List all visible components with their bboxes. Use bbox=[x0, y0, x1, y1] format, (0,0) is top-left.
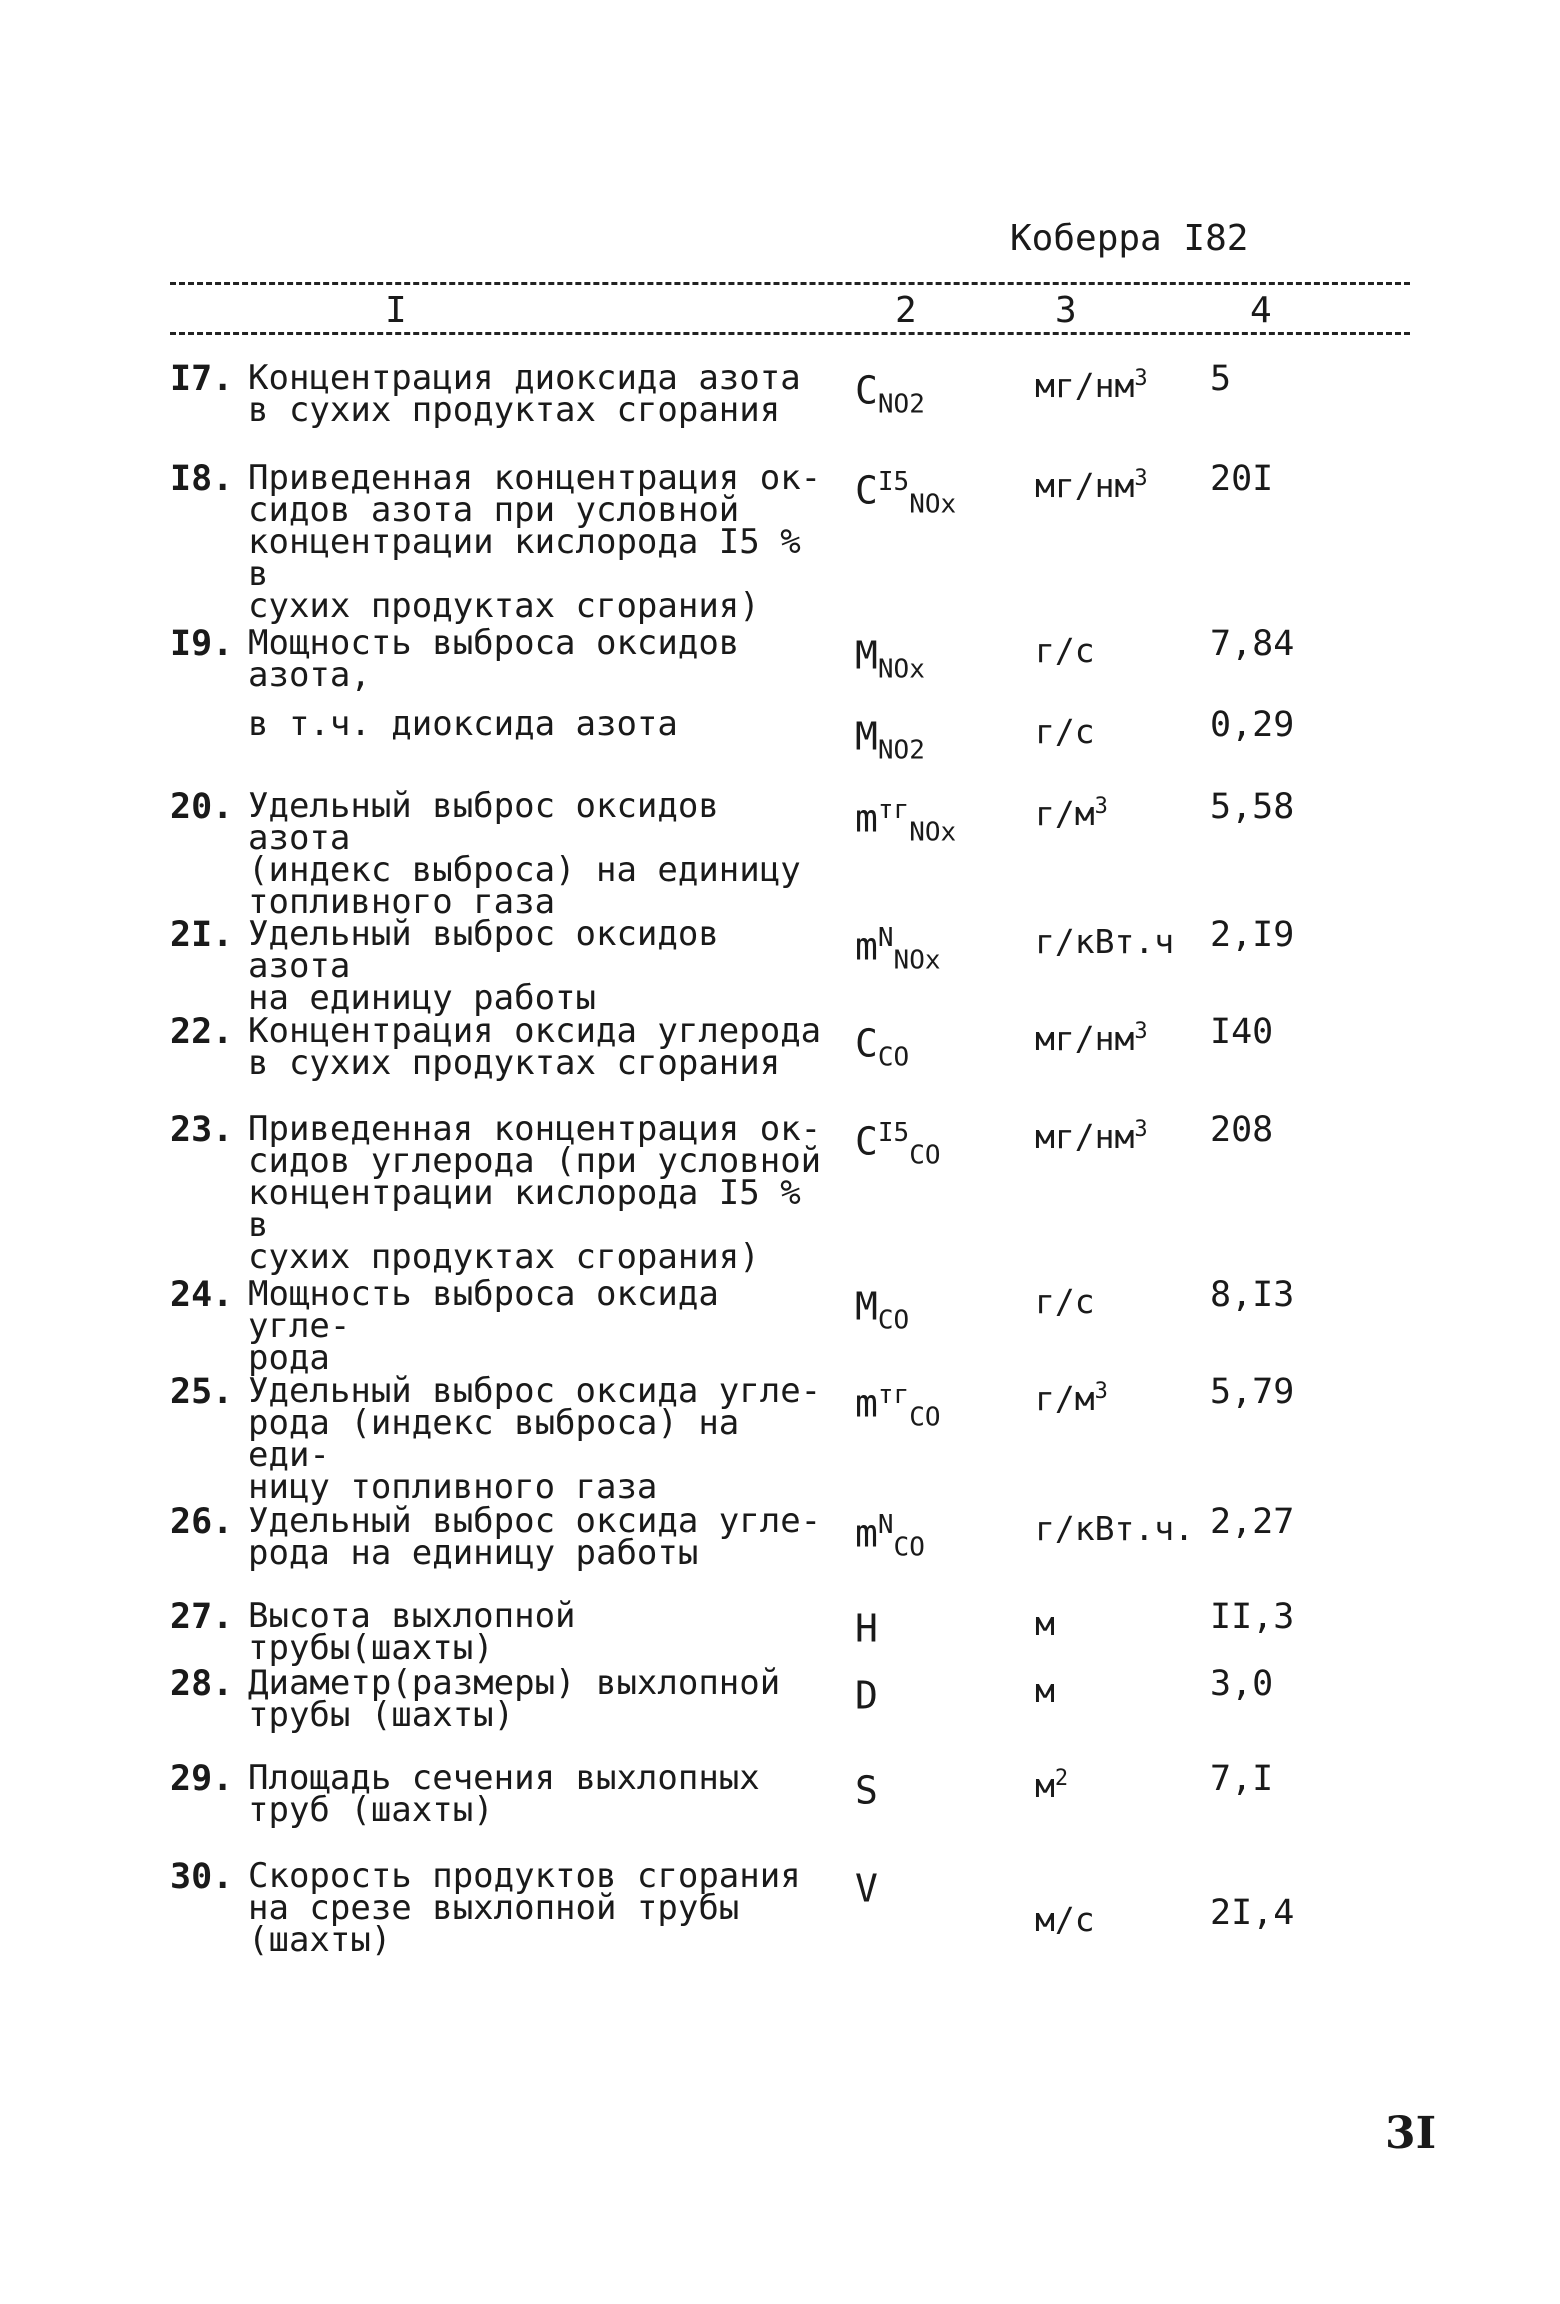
row-number: I9. bbox=[170, 624, 234, 664]
row-unit: $г/м^3$ bbox=[1035, 794, 1108, 833]
row-value: 2,27 bbox=[1210, 1502, 1295, 1542]
row-unit: г/с bbox=[1035, 631, 1095, 670]
row-description: Приведенная концентрация ок- сидов углерода (при условной концентрации кислорода I5 % в сухих продуктах сгорания) bbox=[248, 1109, 822, 1277]
row-value: 208 bbox=[1210, 1110, 1274, 1150]
row-description: Мощность выброса оксидов азота, bbox=[248, 623, 740, 695]
row-value: 2I,4 bbox=[1210, 1893, 1295, 1933]
page-number: 3I bbox=[1385, 2108, 1437, 2159]
row-number: 20. bbox=[170, 787, 234, 827]
row-description: Приведенная концентрация ок- сидов азота при условной концентрации кислорода I5 % в сухих продуктах сгорания) bbox=[248, 458, 822, 626]
row-description: Площадь сечения выхлопных труб (шахты) bbox=[248, 1758, 760, 1830]
row-value: 5 bbox=[1210, 359, 1232, 399]
row-description: Диаметр(размеры) выхлопной трубы (шахты) bbox=[248, 1663, 781, 1735]
row-symbol: $C_{NO2}$ bbox=[855, 368, 925, 420]
row-number: 2I. bbox=[170, 915, 234, 955]
column-header-4: 4 bbox=[1250, 290, 1272, 331]
row-number: 22. bbox=[170, 1012, 234, 1052]
row-value: I40 bbox=[1210, 1012, 1274, 1052]
row-value: 20I bbox=[1210, 459, 1274, 499]
row-description: Удельный выброс оксидов азота на единицу работы bbox=[248, 914, 719, 1018]
row-number: I7. bbox=[170, 359, 234, 399]
row-number: 27. bbox=[170, 1597, 234, 1637]
row-symbol: $M_{NOx}$ bbox=[855, 633, 925, 685]
column-header-1: I bbox=[385, 290, 407, 331]
row-unit: м bbox=[1035, 1604, 1055, 1643]
row-number: 29. bbox=[170, 1759, 234, 1799]
row-symbol: $M_{NO2}$ bbox=[855, 714, 925, 766]
row-description: Концентрация диоксида азота в сухих продуктах сгорания bbox=[248, 358, 801, 430]
row-unit: $мг/нм^3$ bbox=[1035, 366, 1148, 405]
row-number: 28. bbox=[170, 1664, 234, 1704]
table-continuation-title: Коберра I82 bbox=[1010, 218, 1249, 259]
row-number: 30. bbox=[170, 1857, 234, 1897]
row-symbol: $M_{CO}$ bbox=[855, 1284, 910, 1336]
table-header-rule bbox=[170, 332, 1410, 335]
table-top-rule bbox=[170, 282, 1410, 285]
row-symbol: D bbox=[855, 1673, 878, 1718]
row-symbol: $C_{CO}$ bbox=[855, 1021, 910, 1073]
row-description: Скорость продуктов сгорания на срезе выхлопной трубы (шахты) bbox=[248, 1856, 801, 1960]
row-symbol: $m^{тг}_{CO}$ bbox=[855, 1380, 941, 1433]
row-unit: м bbox=[1035, 1671, 1055, 1710]
column-header-2: 2 bbox=[895, 290, 917, 331]
row-symbol: $C^{I5}_{NOx}$ bbox=[855, 467, 957, 520]
row-value: 0,29 bbox=[1210, 705, 1295, 745]
row-value: 7,I bbox=[1210, 1759, 1274, 1799]
row-value: II,3 bbox=[1210, 1597, 1295, 1637]
row-number: I8. bbox=[170, 459, 234, 499]
column-header-3: 3 bbox=[1055, 290, 1077, 331]
row-unit: г/кВт.ч bbox=[1035, 922, 1175, 961]
row-unit: $мг/нм^3$ bbox=[1035, 466, 1148, 505]
row-unit: $г/м^3$ bbox=[1035, 1379, 1108, 1418]
row-value: 2,I9 bbox=[1210, 915, 1295, 955]
row-unit: г/с bbox=[1035, 712, 1095, 751]
row-symbol: $m^{тг}_{NOx}$ bbox=[855, 795, 957, 848]
row-description: Концентрация оксида углерода в сухих продуктах сгорания bbox=[248, 1011, 822, 1083]
row-number: 26. bbox=[170, 1502, 234, 1542]
row-symbol: $m^N_{NOx}$ bbox=[855, 923, 941, 976]
row-symbol: H bbox=[855, 1606, 878, 1651]
row-symbol: $C^{I5}_{CO}$ bbox=[855, 1118, 941, 1171]
row-description: Удельный выброс оксида угле- рода на единицу работы bbox=[248, 1501, 822, 1573]
row-number: 23. bbox=[170, 1110, 234, 1150]
row-unit: $м^2$ bbox=[1035, 1766, 1069, 1805]
row-unit: м/с bbox=[1035, 1900, 1095, 1939]
row-symbol: $m^N_{CO}$ bbox=[855, 1510, 925, 1563]
row-description: Удельный выброс оксидов азота (индекс выброса) на единицу топливного газа bbox=[248, 786, 801, 922]
row-unit: г/с bbox=[1035, 1282, 1095, 1321]
row-value: 5,79 bbox=[1210, 1372, 1295, 1412]
row-value: 7,84 bbox=[1210, 624, 1295, 664]
row-description: Высота выхлопной трубы(шахты) bbox=[248, 1596, 576, 1668]
row-value: 8,I3 bbox=[1210, 1275, 1295, 1315]
row-number: 24. bbox=[170, 1275, 234, 1315]
row-description: Мощность выброса оксида угле- рода bbox=[248, 1274, 719, 1378]
row-value: 3,0 bbox=[1210, 1664, 1274, 1704]
row-unit: г/кВт.ч. bbox=[1035, 1509, 1194, 1548]
row-symbol: S bbox=[855, 1768, 878, 1813]
row-number: 25. bbox=[170, 1372, 234, 1412]
row-description: в т.ч. диоксида азота bbox=[248, 704, 678, 744]
row-value: 5,58 bbox=[1210, 787, 1295, 827]
row-unit: $мг/нм^3$ bbox=[1035, 1117, 1148, 1156]
row-symbol: V bbox=[855, 1866, 878, 1911]
row-unit: $мг/нм^3$ bbox=[1035, 1019, 1148, 1058]
row-description: Удельный выброс оксида угле- рода (индекс выброса) на еди- ницу топливного газа bbox=[248, 1371, 822, 1507]
